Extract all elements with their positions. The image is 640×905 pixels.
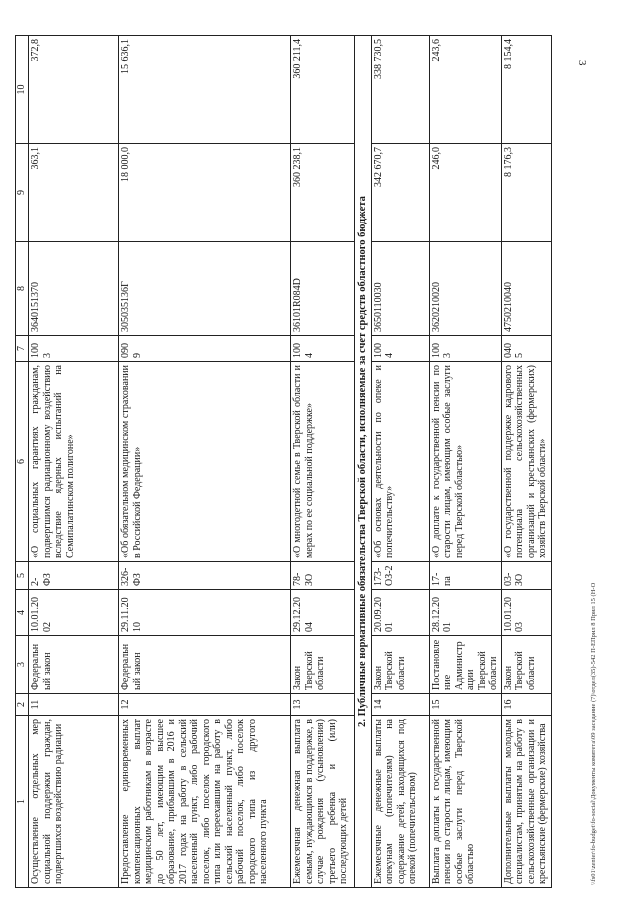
- obligation-name: Ежемесячная денежная выплата семьям, нуждающимся в поддержке, в случае рождения (усыновления) третьего ребенка и (или) последующих детей: [291, 716, 355, 888]
- footer-file-path: \\fs01\zenter\fo-budget\fo-social\Документы комитета\09 заседание (7)\отдел(35)-542 П-ЕПрил 8 Прил 15 (Н-О: [590, 582, 597, 885]
- row-number: 14: [371, 694, 429, 716]
- col-header: 8: [16, 242, 29, 336]
- obligation-name: Дополнительные выплаты молодым специалистам, принятым на работу в сельскохозяйственные организации и крестьянские (фермерские) хозяйства: [501, 716, 551, 888]
- page-number: 3: [576, 60, 588, 66]
- target-code: 3650110030: [371, 242, 429, 336]
- col-header: 6: [16, 362, 29, 562]
- amount-actual: 8 154,4: [501, 36, 551, 144]
- obligation-name: Выплата доплаты к государственной пенсии по старости лицам, имеющим особые заслуги перед Тверской областью: [429, 716, 501, 888]
- obligation-name: Ежемесячные денежные выплаты опекунам (попечителям) на содержание детей, находящихся под опекой (попечительством): [371, 716, 429, 888]
- amount-actual: 15 636,1: [119, 36, 291, 144]
- amount-planned: 246,0: [429, 144, 501, 242]
- col-header: 9: [16, 144, 29, 242]
- row-number: 13: [291, 694, 355, 716]
- document-number: 78-ЗО: [291, 562, 355, 590]
- document-number: 17-па: [429, 562, 501, 590]
- budget-obligations-table: [15, 35, 552, 888]
- amount-actual: 338 730,5: [371, 36, 429, 144]
- col-header: 10: [16, 36, 29, 144]
- target-code: 305035136Г: [119, 242, 291, 336]
- rotated-table-container: [15, 36, 548, 888]
- document-title: «Об обязательном медицинском страховании в Российской Федерации»: [119, 362, 291, 562]
- document-number: 173-ОЗ-2: [371, 562, 429, 590]
- budget-section: 1004: [371, 336, 429, 362]
- budget-section: 0405: [501, 336, 551, 362]
- row-number: 11: [29, 694, 119, 716]
- amount-planned: 342 670,7: [371, 144, 429, 242]
- table-row: [119, 36, 291, 888]
- target-code: 3640151370: [29, 242, 119, 336]
- table-row: [501, 36, 551, 888]
- document-title: «Об основах деятельности по опеке и попечительству»: [371, 362, 429, 562]
- obligation-name: Предоставление единовременных компенсационных выплат медицинским работникам в возрасте до 50 лет, имеющим высшее образование, прибывшим в 2016 и 2017 годах на работу в сельский населенный пункт, либо рабочий поселок, либо поселок городского типа или переехавшим на работу в сельский населенный пункт, либо рабочий поселок, либо поселок городского типа из другого населенного пункта: [119, 716, 291, 888]
- section-2-title: 2. Публичные нормативные обязательства Тверской области, исполняемые за счет средств областного бюджета: [355, 36, 372, 888]
- document-type: Закон Тверской области: [501, 636, 551, 694]
- budget-section: 1004: [291, 336, 355, 362]
- budget-section: 1003: [429, 336, 501, 362]
- row-number: 15: [429, 694, 501, 716]
- document-date: 10.01.2002: [29, 590, 119, 636]
- document-title: «О социальных гарантиях гражданам, подвергшимся радиационному воздействию вследствие ядерных испытаний на Семипалатинском полигоне»: [29, 362, 119, 562]
- obligation-name: Осуществление отдельных мер социальной поддержки граждан, подвергшихся воздействию радиации: [29, 716, 119, 888]
- column-number-row: [16, 36, 29, 888]
- document-date: 28.12.2001: [429, 590, 501, 636]
- table-row: [429, 36, 501, 888]
- row-number: 16: [501, 694, 551, 716]
- col-header: 2: [16, 694, 29, 716]
- amount-planned: 8 176,3: [501, 144, 551, 242]
- document-title: «О государственной поддержке кадрового потенциала сельскохозяйственных организаций и крестьянских (фермерских) хозяйств Тверской области»: [501, 362, 551, 562]
- col-header: 4: [16, 590, 29, 636]
- col-header: 1: [16, 716, 29, 888]
- document-type: Постановление Администрации Тверской области: [429, 636, 501, 694]
- col-header: 5: [16, 562, 29, 590]
- amount-planned: 363,1: [29, 144, 119, 242]
- target-code: 4750210040: [501, 242, 551, 336]
- document-number: 2-ФЗ: [29, 562, 119, 590]
- table-row: [291, 36, 355, 888]
- table-row: [29, 36, 119, 888]
- amount-planned: 18 000,0: [119, 144, 291, 242]
- target-code: 36101R084D: [291, 242, 355, 336]
- document-date: 20.09.2001: [371, 590, 429, 636]
- document-title: «О многодетной семье в Тверской области и мерах по ее социальной поддержке»: [291, 362, 355, 562]
- col-header: 3: [16, 636, 29, 694]
- document-date: 29.11.2010: [119, 590, 291, 636]
- document-number: 03-ЗО: [501, 562, 551, 590]
- document-type: Закон Тверской области: [371, 636, 429, 694]
- document-date: 29.12.2004: [291, 590, 355, 636]
- target-code: 3620210020: [429, 242, 501, 336]
- amount-actual: 243,6: [429, 36, 501, 144]
- amount-actual: 372,8: [29, 36, 119, 144]
- document-title: «О доплате к государственной пенсии по старости лицам, имеющим особые заслуги перед Тверской областью»: [429, 362, 501, 562]
- document-type: Федеральный закон: [29, 636, 119, 694]
- document-number: 326-ФЗ: [119, 562, 291, 590]
- amount-actual: 360 211,4: [291, 36, 355, 144]
- document-date: 10.01.2003: [501, 590, 551, 636]
- budget-section: 1003: [29, 336, 119, 362]
- table-row: [371, 36, 429, 888]
- col-header: 7: [16, 336, 29, 362]
- budget-section: 0909: [119, 336, 291, 362]
- document-type: Закон Тверской области: [291, 636, 355, 694]
- row-number: 12: [119, 694, 291, 716]
- document-type: Федеральный закон: [119, 636, 291, 694]
- amount-planned: 360 238,1: [291, 144, 355, 242]
- section-heading-row: [355, 36, 372, 888]
